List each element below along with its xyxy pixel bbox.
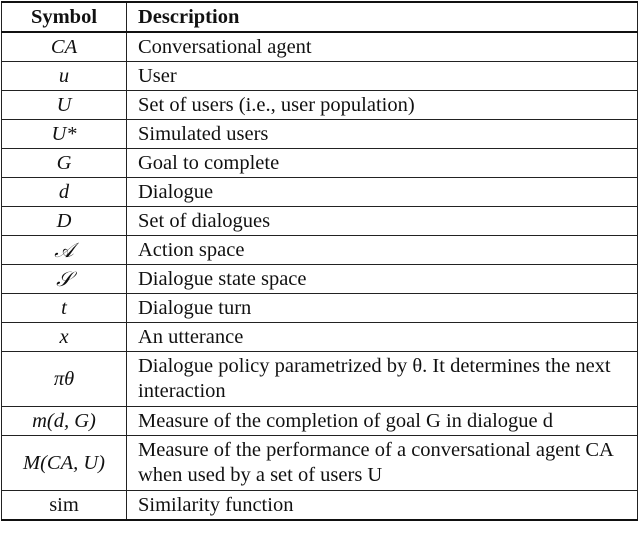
table-row: [2, 323, 638, 352]
symbol-cell: U*: [2, 120, 127, 149]
description-cell: An utterance: [127, 323, 638, 352]
symbol-cell: t: [2, 294, 127, 323]
description-cell: Dialogue policy parametrized by θ. It determines the next interaction: [127, 352, 638, 407]
description-cell: Measure of the performance of a conversational agent CA when used by a set of users U: [127, 436, 638, 491]
table-row: [2, 352, 638, 407]
description-cell: Set of users (i.e., user population): [127, 91, 638, 120]
table-row: [2, 436, 638, 491]
symbol-cell: D: [2, 207, 127, 236]
symbol-cell: CA: [2, 32, 127, 62]
table-header: [2, 2, 638, 32]
table-row: [2, 178, 638, 207]
table-row: [2, 120, 638, 149]
table-row: [2, 491, 638, 521]
symbol-cell: 𝒜: [2, 236, 127, 265]
symbol-cell: d: [2, 178, 127, 207]
symbol-cell: U: [2, 91, 127, 120]
description-cell: Action space: [127, 236, 638, 265]
description-cell: User: [127, 62, 638, 91]
description-cell: Dialogue turn: [127, 294, 638, 323]
description-cell: Simulated users: [127, 120, 638, 149]
symbol-column-header: Symbol: [2, 2, 127, 32]
symbol-cell: M(CA, U): [2, 436, 127, 491]
symbol-cell: u: [2, 62, 127, 91]
symbol-cell: m(d, G): [2, 407, 127, 436]
symbol-cell: G: [2, 149, 127, 178]
table-body: [2, 32, 638, 520]
table-row: [2, 236, 638, 265]
table-row: [2, 91, 638, 120]
header-row: [2, 2, 638, 32]
table-row: [2, 294, 638, 323]
description-column-header: Description: [127, 2, 638, 32]
table-row: [2, 265, 638, 294]
description-cell: Goal to complete: [127, 149, 638, 178]
description-cell: Similarity function: [127, 491, 638, 521]
table-row: [2, 62, 638, 91]
table-row: [2, 207, 638, 236]
table-row: [2, 32, 638, 62]
description-cell: Set of dialogues: [127, 207, 638, 236]
symbol-cell: sim: [2, 491, 127, 521]
table-row: [2, 149, 638, 178]
symbol-cell: πθ: [2, 352, 127, 407]
symbol-cell: x: [2, 323, 127, 352]
table-row: [2, 407, 638, 436]
symbol-cell: 𝒮: [2, 265, 127, 294]
description-cell: Conversational agent: [127, 32, 638, 62]
description-cell: Dialogue: [127, 178, 638, 207]
notation-table: [1, 1, 638, 521]
description-cell: Measure of the completion of goal G in dialogue d: [127, 407, 638, 436]
description-cell: Dialogue state space: [127, 265, 638, 294]
